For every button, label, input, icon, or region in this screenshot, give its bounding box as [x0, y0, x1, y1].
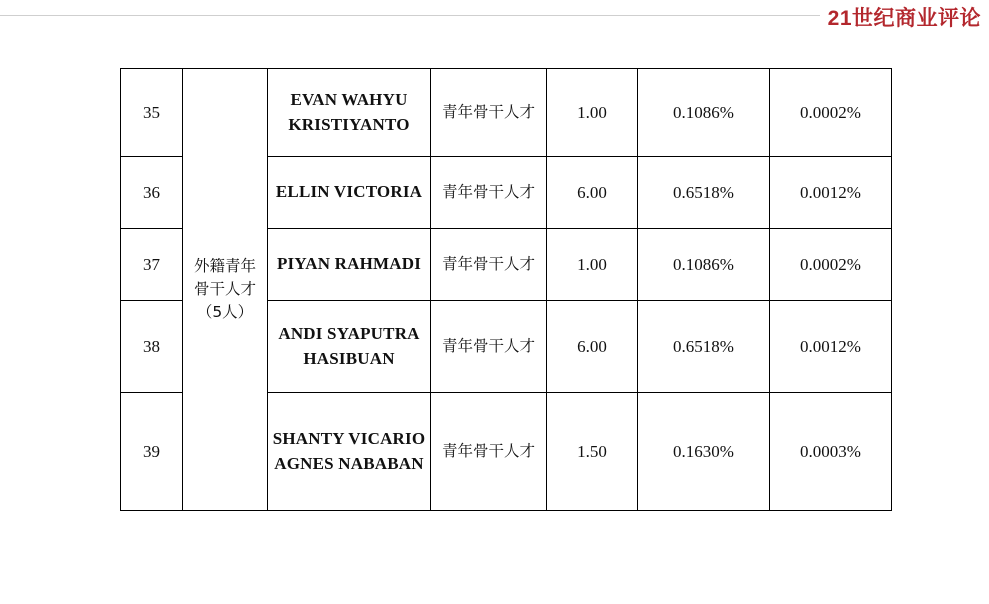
percent-two: 0.0003% [770, 393, 892, 511]
talent-type: 青年骨干人才 [431, 229, 547, 301]
percent-one: 0.1086% [638, 69, 770, 157]
row-index: 35 [121, 69, 183, 157]
header-divider [0, 15, 820, 16]
row-index: 38 [121, 301, 183, 393]
amount-value: 1.50 [547, 393, 638, 511]
page-header [0, 0, 989, 34]
percent-two: 0.0002% [770, 229, 892, 301]
percent-one: 0.1086% [638, 229, 770, 301]
person-name: PIYAN RAHMADI [268, 229, 431, 301]
percent-two: 0.0012% [770, 301, 892, 393]
percent-one: 0.6518% [638, 157, 770, 229]
category-cell: 外籍青年骨干人才（5人） [183, 69, 268, 511]
person-name: EVAN WAHYU KRISTIYANTO [268, 69, 431, 157]
person-name: ANDI SYAPUTRA HASIBUAN [268, 301, 431, 393]
amount-value: 1.00 [547, 229, 638, 301]
talent-type: 青年骨干人才 [431, 69, 547, 157]
percent-one: 0.6518% [638, 301, 770, 393]
talent-type: 青年骨干人才 [431, 393, 547, 511]
percent-two: 0.0002% [770, 69, 892, 157]
percent-one: 0.1630% [638, 393, 770, 511]
data-table-container [120, 68, 892, 511]
percent-two: 0.0012% [770, 157, 892, 229]
row-index: 36 [121, 157, 183, 229]
talent-type: 青年骨干人才 [431, 301, 547, 393]
person-name: SHANTY VICARIO AGNES NABABAN [268, 393, 431, 511]
amount-value: 1.00 [547, 69, 638, 157]
row-index: 37 [121, 229, 183, 301]
talent-type: 青年骨干人才 [431, 157, 547, 229]
table-row [121, 69, 892, 157]
amount-value: 6.00 [547, 301, 638, 393]
talent-table [120, 68, 892, 511]
brand-logo-text: 21世纪商业评论 [827, 7, 981, 30]
person-name: ELLIN VICTORIA [268, 157, 431, 229]
row-index: 39 [121, 393, 183, 511]
amount-value: 6.00 [547, 157, 638, 229]
